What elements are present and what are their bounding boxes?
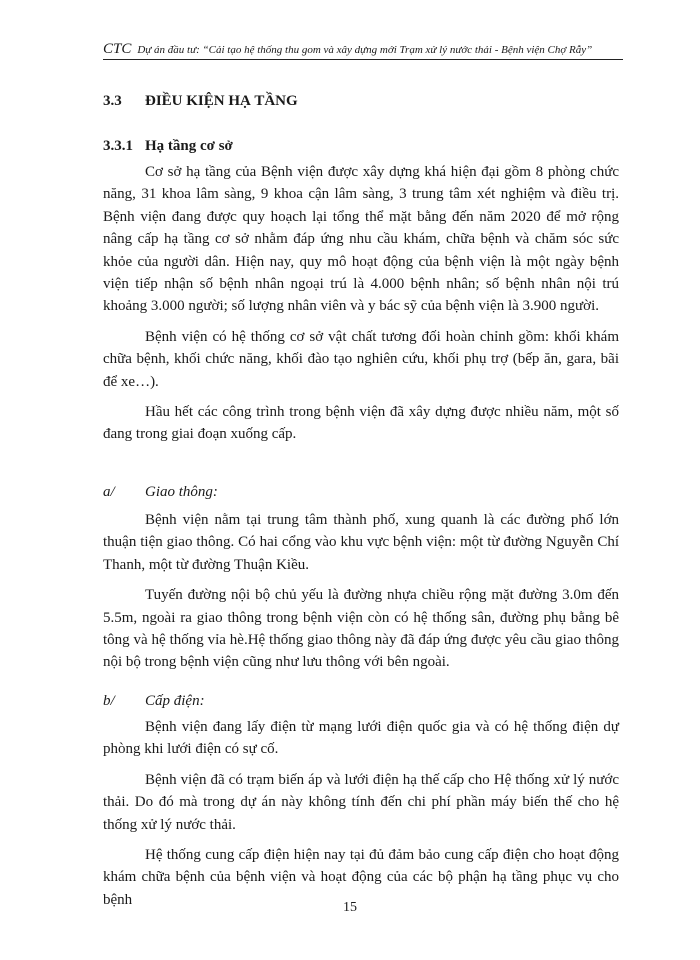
subsection-title: Hạ tầng cơ sở (145, 138, 233, 154)
subsection-number: 3.3.1 (103, 138, 133, 154)
intro-body (103, 161, 619, 446)
section-title: ĐIỀU KIỆN HẠ TẦNG (145, 93, 298, 109)
subsection-heading (103, 138, 233, 155)
traffic-title: Giao thông: (145, 484, 218, 500)
power-label: b/ (103, 693, 115, 709)
header-text: Dự án đầu tư: “Cải tạo hệ thống thu gom và xây dựng mới Trạm xử lý nước thải - Bệnh viện Chợ Rẫy” (137, 44, 593, 56)
section-number: 3.3 (103, 93, 122, 109)
power-body (103, 716, 619, 911)
page-header (103, 42, 623, 60)
paragraph: Hầu hết các công trình trong bệnh viện đã xây dựng được nhiều năm, một số đang trong giai đoạn xuống cấp. (103, 404, 619, 443)
traffic-label: a/ (103, 484, 115, 500)
page-number: 15 (343, 900, 357, 915)
power-heading (103, 693, 205, 710)
paragraph: Bệnh viện nằm tại trung tâm thành phố, xung quanh là các đường phố lớn thuận tiện giao thông. Có hai cổng vào khu vực bệnh viện: một từ đường Nguyễn Chí Thanh, một từ đường Thuận Kiều. (103, 512, 619, 573)
header-code: CTC (103, 41, 132, 57)
traffic-body (103, 509, 619, 674)
paragraph: Cơ sở hạ tầng của Bệnh viện được xây dựng khá hiện đại gồm 8 phòng chức năng, 31 khoa lâm sàng, 9 khoa cận lâm sàng, 3 trung tâm xét nghiệm và điều trị. Bệnh viện đang được quy hoạch lại tổng thể mặt bằng đến năm 2020 để mở rộng nâng cấp hạ tầng cơ sở nhằm đáp ứng nhu cầu khám, chữa bệnh và chăm sóc sức khỏe của người dân. Hiện nay, quy mô hoạt động của bệnh viện là một ngày bệnh viện tiếp nhận số bệnh nhân ngoại trú là 4.000 bệnh nhân; số bệnh nhân nội trú khoảng 3.000 người; số lượng nhân viên và y bác sỹ của bệnh viện là 3.900 người. (103, 164, 619, 315)
power-title: Cấp điện: (145, 693, 205, 709)
paragraph: Tuyến đường nội bộ chủ yếu là đường nhựa chiều rộng mặt đường 3.0m đến 5.5m, ngoài ra giao thông trong bệnh viện còn có hệ thống sân, đường phụ bằng bê tông và hệ thống vỉa hè.Hệ thống giao thông này đã đáp ứng được yêu cầu giao thông nội bộ trong bệnh viện cũng như lưu thông với bên ngoài. (103, 587, 619, 671)
traffic-heading (103, 484, 218, 501)
paragraph: Hệ thống cung cấp điện hiện nay tại đủ đảm bảo cung cấp điện cho hoạt động khám chữa bệnh của bệnh viện và hoạt động của các bộ phận hạ tầng phục vụ cho bệnh (103, 847, 619, 908)
section-heading (103, 93, 298, 110)
paragraph: Bệnh viện đang lấy điện từ mạng lưới điện quốc gia và có hệ thống điện dự phòng khi lưới điện có sự cố. (103, 719, 619, 758)
paragraph: Bệnh viện đã có trạm biến áp và lưới điện hạ thế cấp cho Hệ thống xử lý nước thải. Do đó mà trong dự án này không tính đến chi phí phần máy biến thế cho hệ thống xử lý nước thải. (103, 771, 619, 833)
paragraph: Bệnh viện có hệ thống cơ sở vật chất tương đối hoàn chỉnh gồm: khối khám chữa bệnh, khối chức năng, khối đào tạo nghiên cứu, khối phụ trợ (bếp ăn, gara, bãi để xe…). (103, 328, 619, 390)
